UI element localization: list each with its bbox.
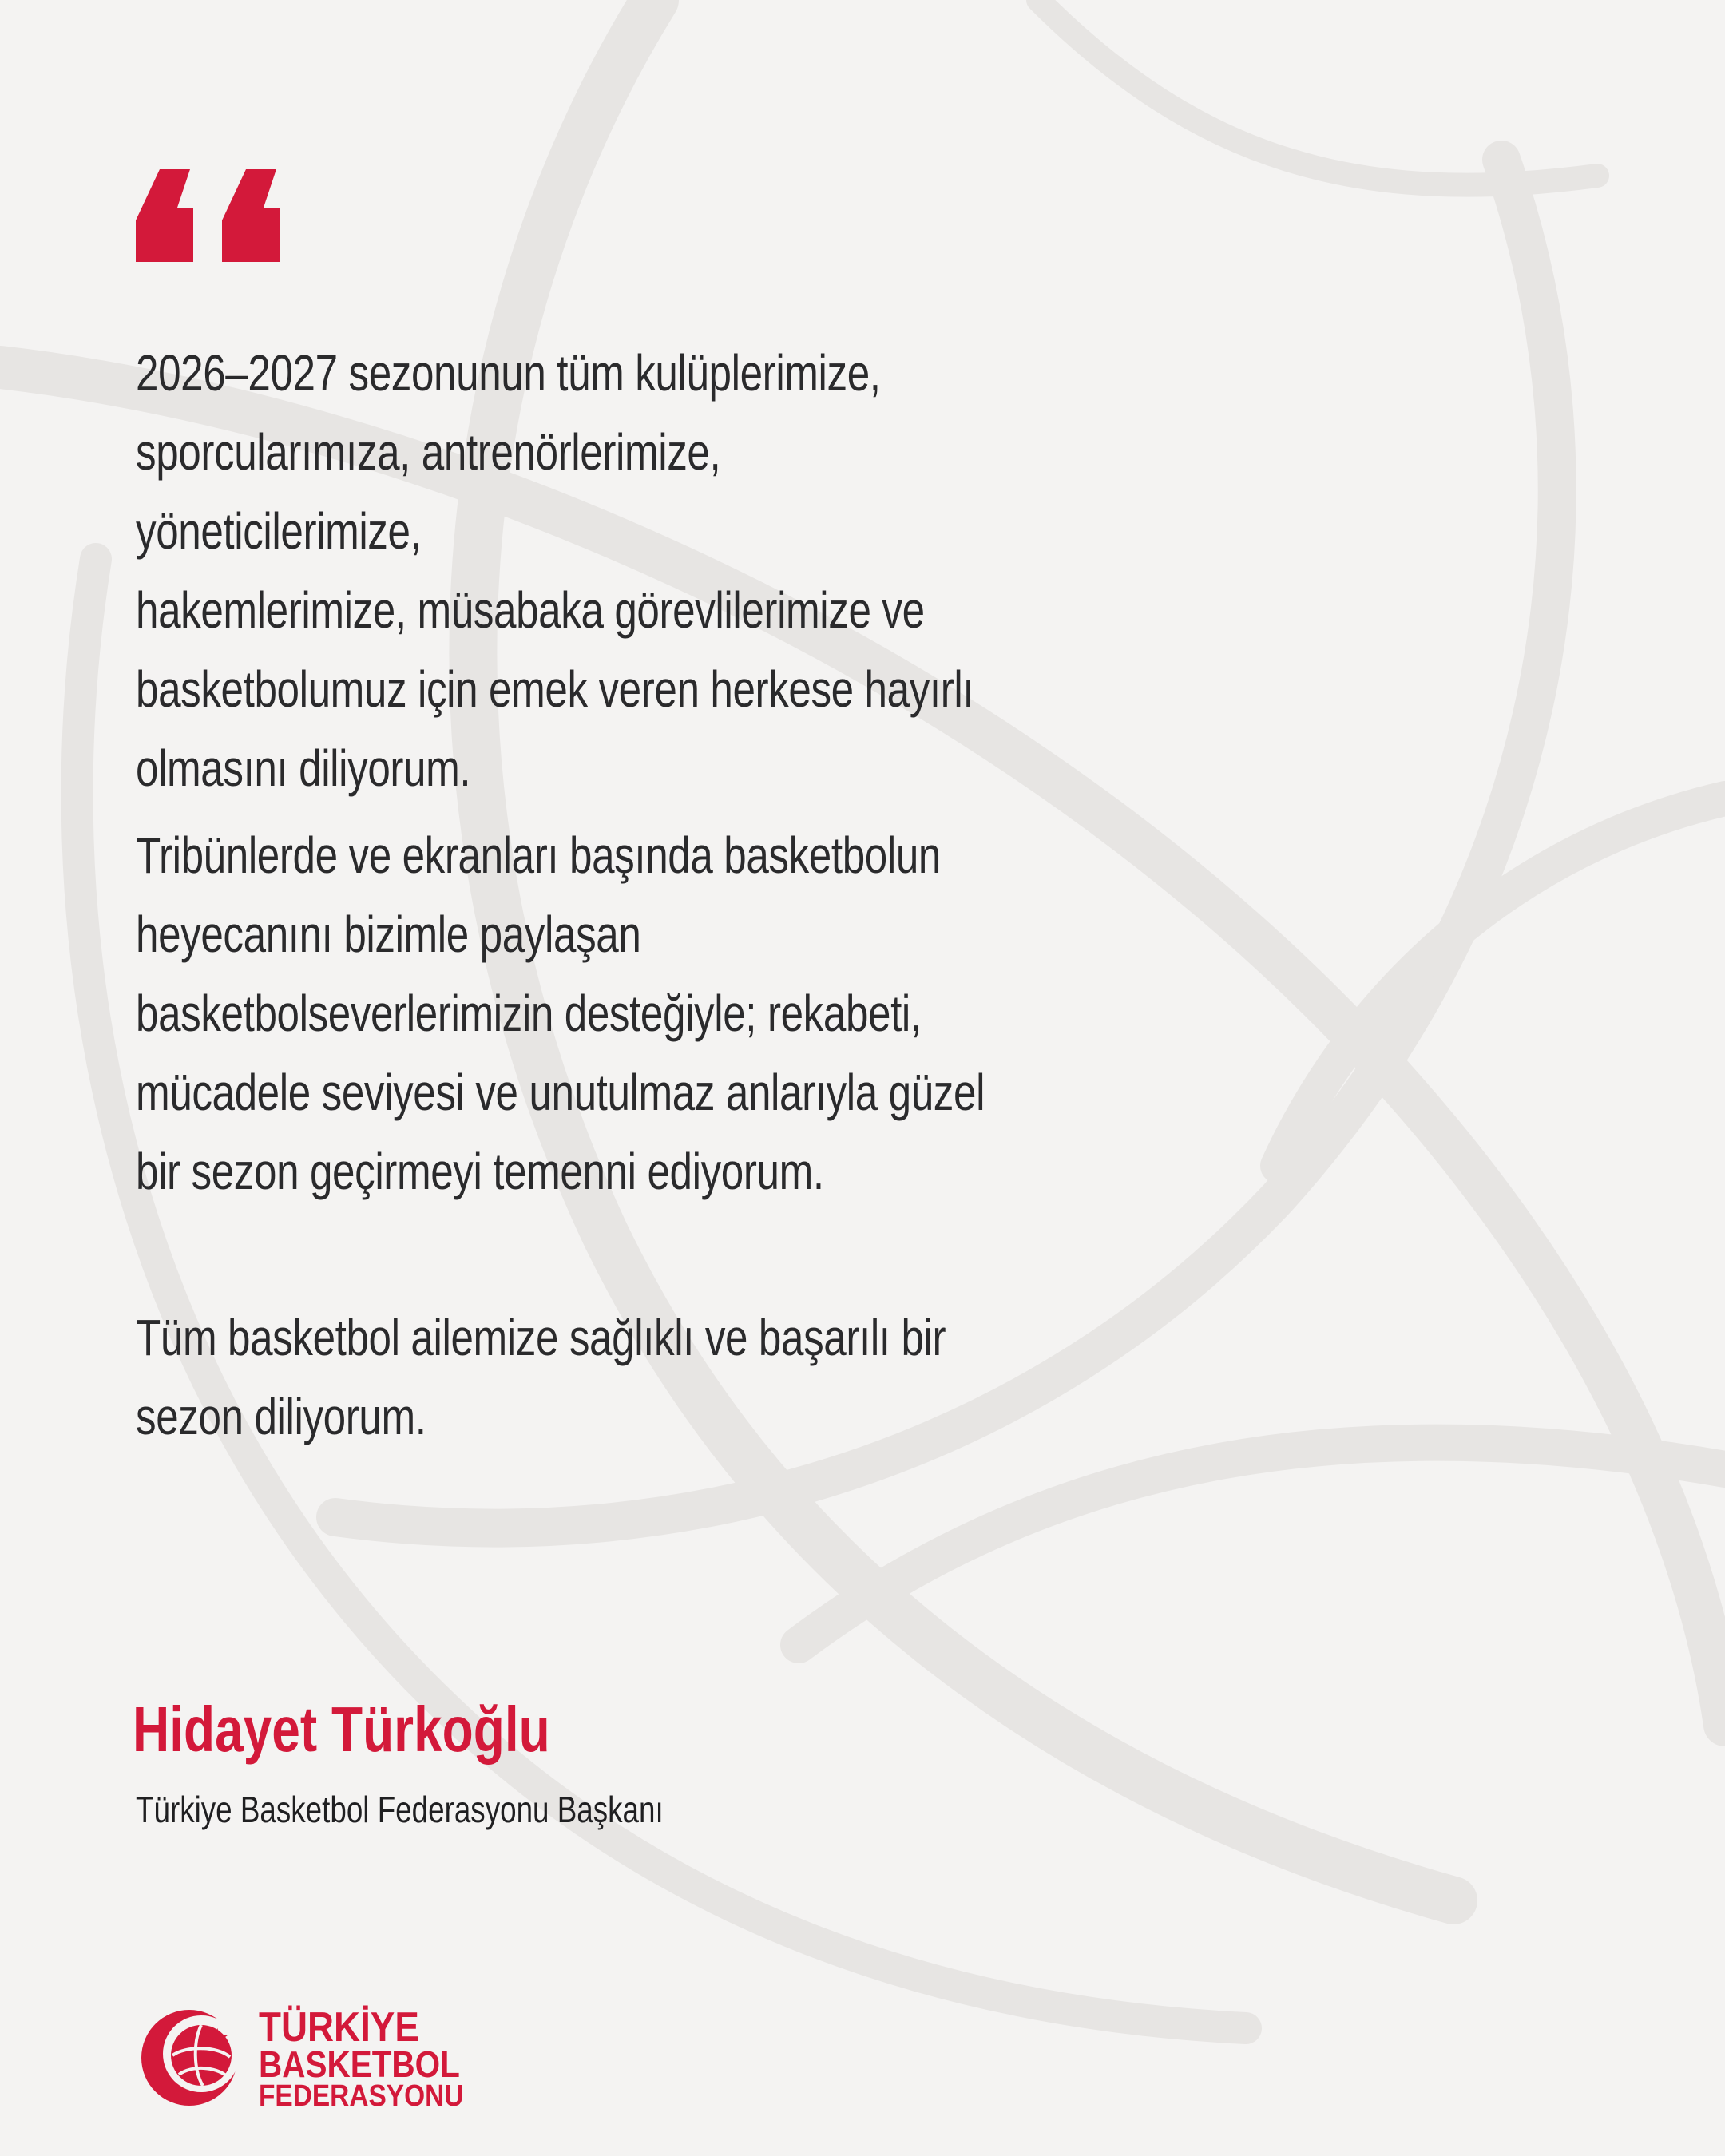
logo-line-2: BASKETBOL	[259, 2043, 460, 2085]
quote-paragraph-1: 2026–2027 sezonunun tüm kulüplerimize, sporcularımıza, antrenörlerimize, yöneticilerimize, hakemlerimize, müsabaka görevlilerimize ve basketbolumuz için emek veren herkese hayırlı olmasını diliyorum.	[136, 344, 974, 797]
federation-logo	[137, 2004, 505, 2113]
quote-paragraph-2: Tribünlerde ve ekranları başında basketbolun heyecanını bizimle paylaşan basketbolseverlerimizin desteğiyle; rekabeti, mücadele seviyesi ve unutulmaz anlarıyla güzel bir sezon geçirmeyi temenni ediyorum.	[136, 826, 985, 1200]
federation-logo-wordmark	[259, 2004, 464, 2113]
signature-title: Türkiye Basketbol Federasyonu Başkanı	[136, 1789, 664, 1830]
basketball-crescent-star-icon	[137, 2006, 241, 2110]
signature-name: Hidayet Türkoğlu	[133, 1694, 550, 1765]
quote-open-icon	[136, 169, 280, 262]
logo-line-1: TÜRKİYE	[259, 2004, 419, 2051]
logo-line-3: FEDERASYONU	[259, 2079, 464, 2113]
quote-paragraph-3: Tüm basketbol ailemize sağlıklı ve başarılı bir sezon diliyorum.	[136, 1309, 946, 1445]
